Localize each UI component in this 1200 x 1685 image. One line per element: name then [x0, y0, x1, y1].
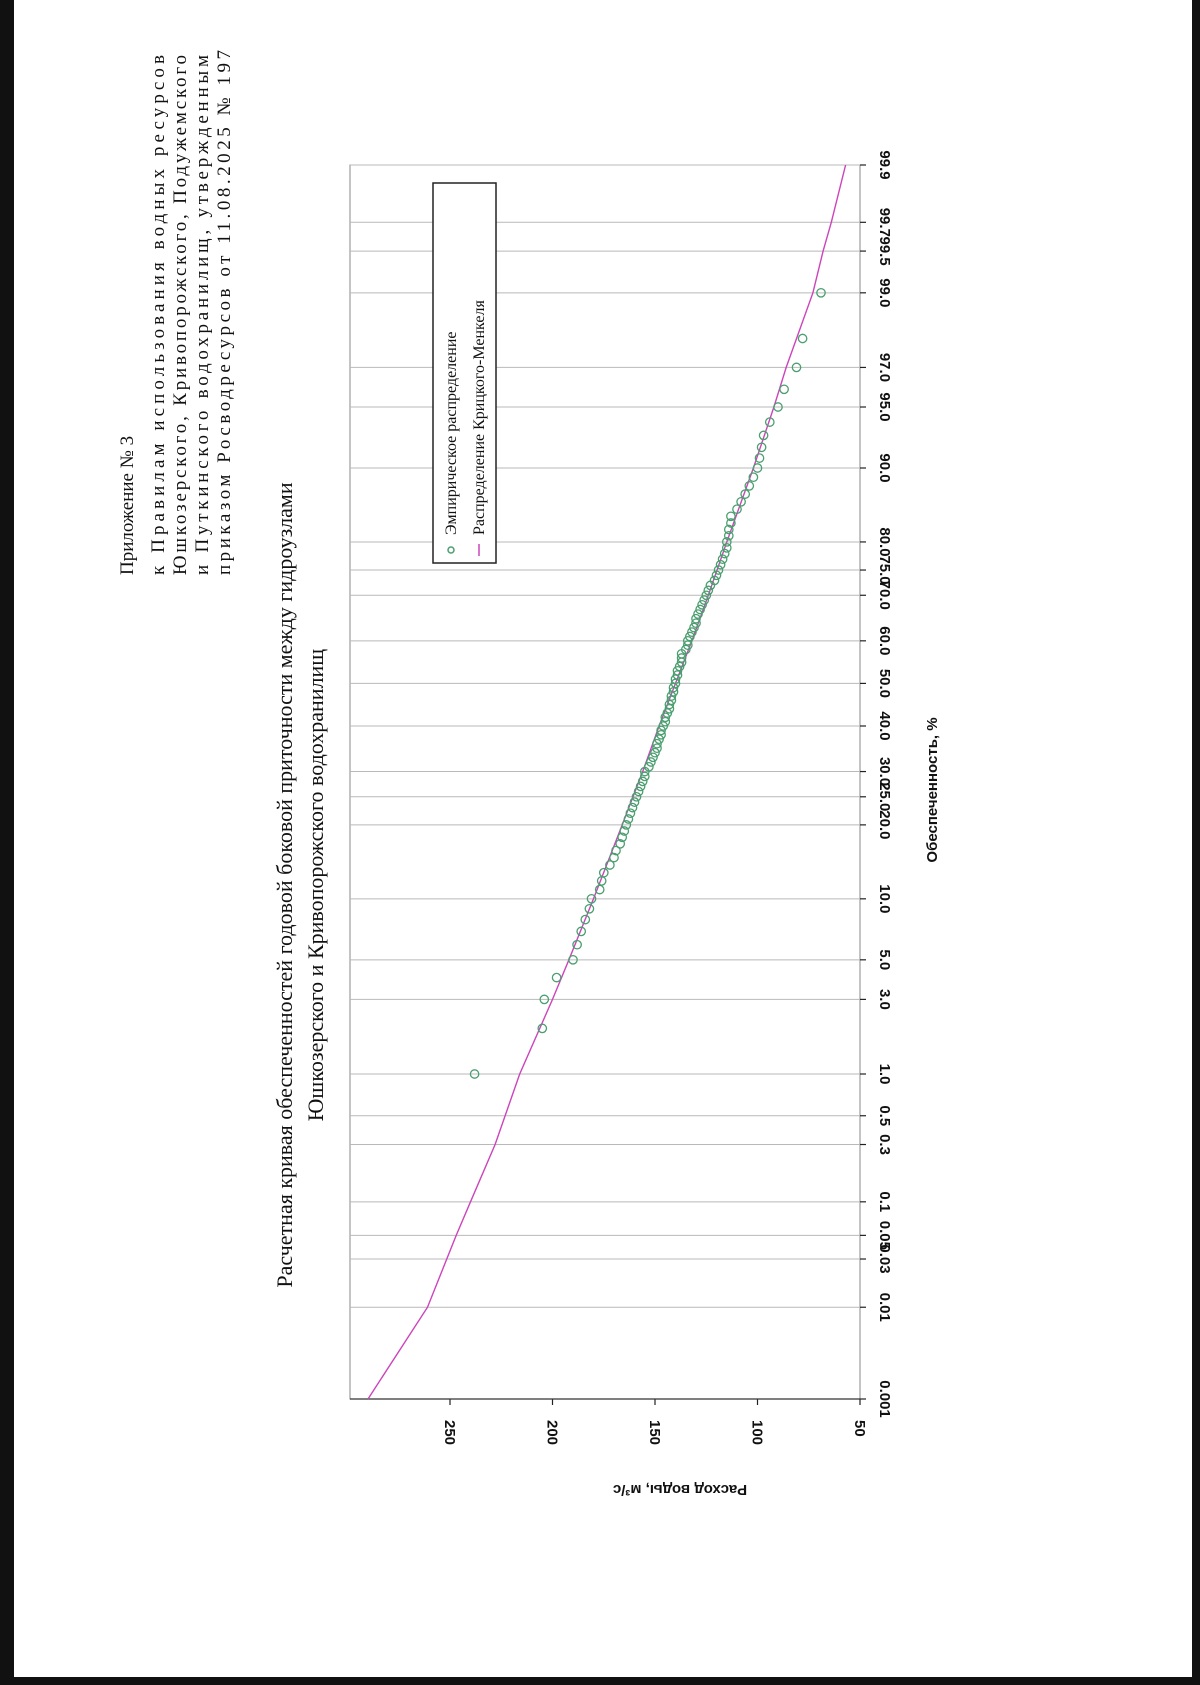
chart-title: Расчетная кривая обеспеченностей годовой боковой приточности между гидроузлами	[272, 482, 297, 1288]
annex-line-5: приказом Росводресурсов от 11.08.2025 № 197	[214, 50, 235, 575]
x-tick-label: 0.3	[876, 1134, 893, 1155]
x-tick-label: 95.0	[876, 392, 893, 422]
x-tick-label: 30.0	[876, 756, 893, 787]
x-tick-label: 3.0	[876, 988, 893, 1010]
x-tick-label: 0.03	[876, 1244, 893, 1274]
y-tick-label: 250	[441, 1420, 458, 1446]
x-tick-label: 97.0	[876, 352, 893, 383]
x-tick-label: 25.0	[876, 782, 893, 812]
x-tick-label: 1.0	[876, 1063, 893, 1085]
x-axis-label: Обеспеченность, %	[924, 717, 941, 863]
annex-line-4: и Путкинского водохранилищ, утвержденным	[192, 55, 213, 575]
probability-chart	[350, 150, 941, 1498]
x-tick-label: 70.0	[876, 580, 893, 610]
annex-line-2: к Правилам использования водных ресурсов	[148, 55, 169, 575]
annex-line-3: Юшкозерского, Кривопорожского, Подужемского	[170, 55, 191, 575]
chart-subtitle: Юшкозерского и Кривопорожского водохранилищ	[303, 648, 328, 1122]
x-tick-label: 0.001	[876, 1380, 893, 1418]
x-tick-label: 0.5	[876, 1105, 893, 1127]
x-tick-label: 60.0	[876, 626, 893, 656]
x-tick-label: 50.0	[876, 668, 893, 699]
y-tick-label: 150	[646, 1420, 663, 1446]
legend-label-curve: Распределение Крицкого-Менкеля	[471, 300, 488, 535]
x-tick-label: 80.0	[876, 527, 893, 557]
x-tick-label: 20.0	[876, 810, 893, 840]
x-tick-label: 99.0	[876, 278, 893, 308]
annex-header	[117, 50, 235, 575]
y-tick-label: 50	[851, 1420, 868, 1437]
y-tick-label: 100	[748, 1420, 766, 1446]
x-tick-label: 90.0	[876, 453, 893, 483]
plot-area	[350, 165, 860, 1399]
x-tick-label: 0.01	[876, 1292, 893, 1322]
x-tick-label: 0.1	[876, 1191, 893, 1213]
x-tick-label: 99.9	[876, 150, 893, 180]
x-tick-label: 40.0	[876, 711, 893, 741]
x-tick-label: 10.0	[876, 884, 893, 914]
x-tick-label: 99.5	[876, 236, 893, 266]
chart-title-block	[272, 482, 328, 1287]
annex-line-1: Приложение № 3	[117, 435, 138, 575]
y-tick-label: 200	[543, 1420, 561, 1446]
x-tick-label: 99.7	[876, 207, 893, 237]
x-tick-label: 75.0	[876, 555, 893, 585]
y-axis-ticks	[350, 1399, 868, 1445]
y-axis-label: Расход воды, м³/с	[612, 1481, 748, 1498]
x-axis-ticks	[860, 150, 893, 1417]
legend	[433, 183, 496, 563]
legend-label-empirical: Эмпирическое распределение	[443, 331, 460, 535]
x-tick-label: 5.0	[876, 949, 893, 971]
x-tick-label: 0.05	[876, 1220, 893, 1250]
